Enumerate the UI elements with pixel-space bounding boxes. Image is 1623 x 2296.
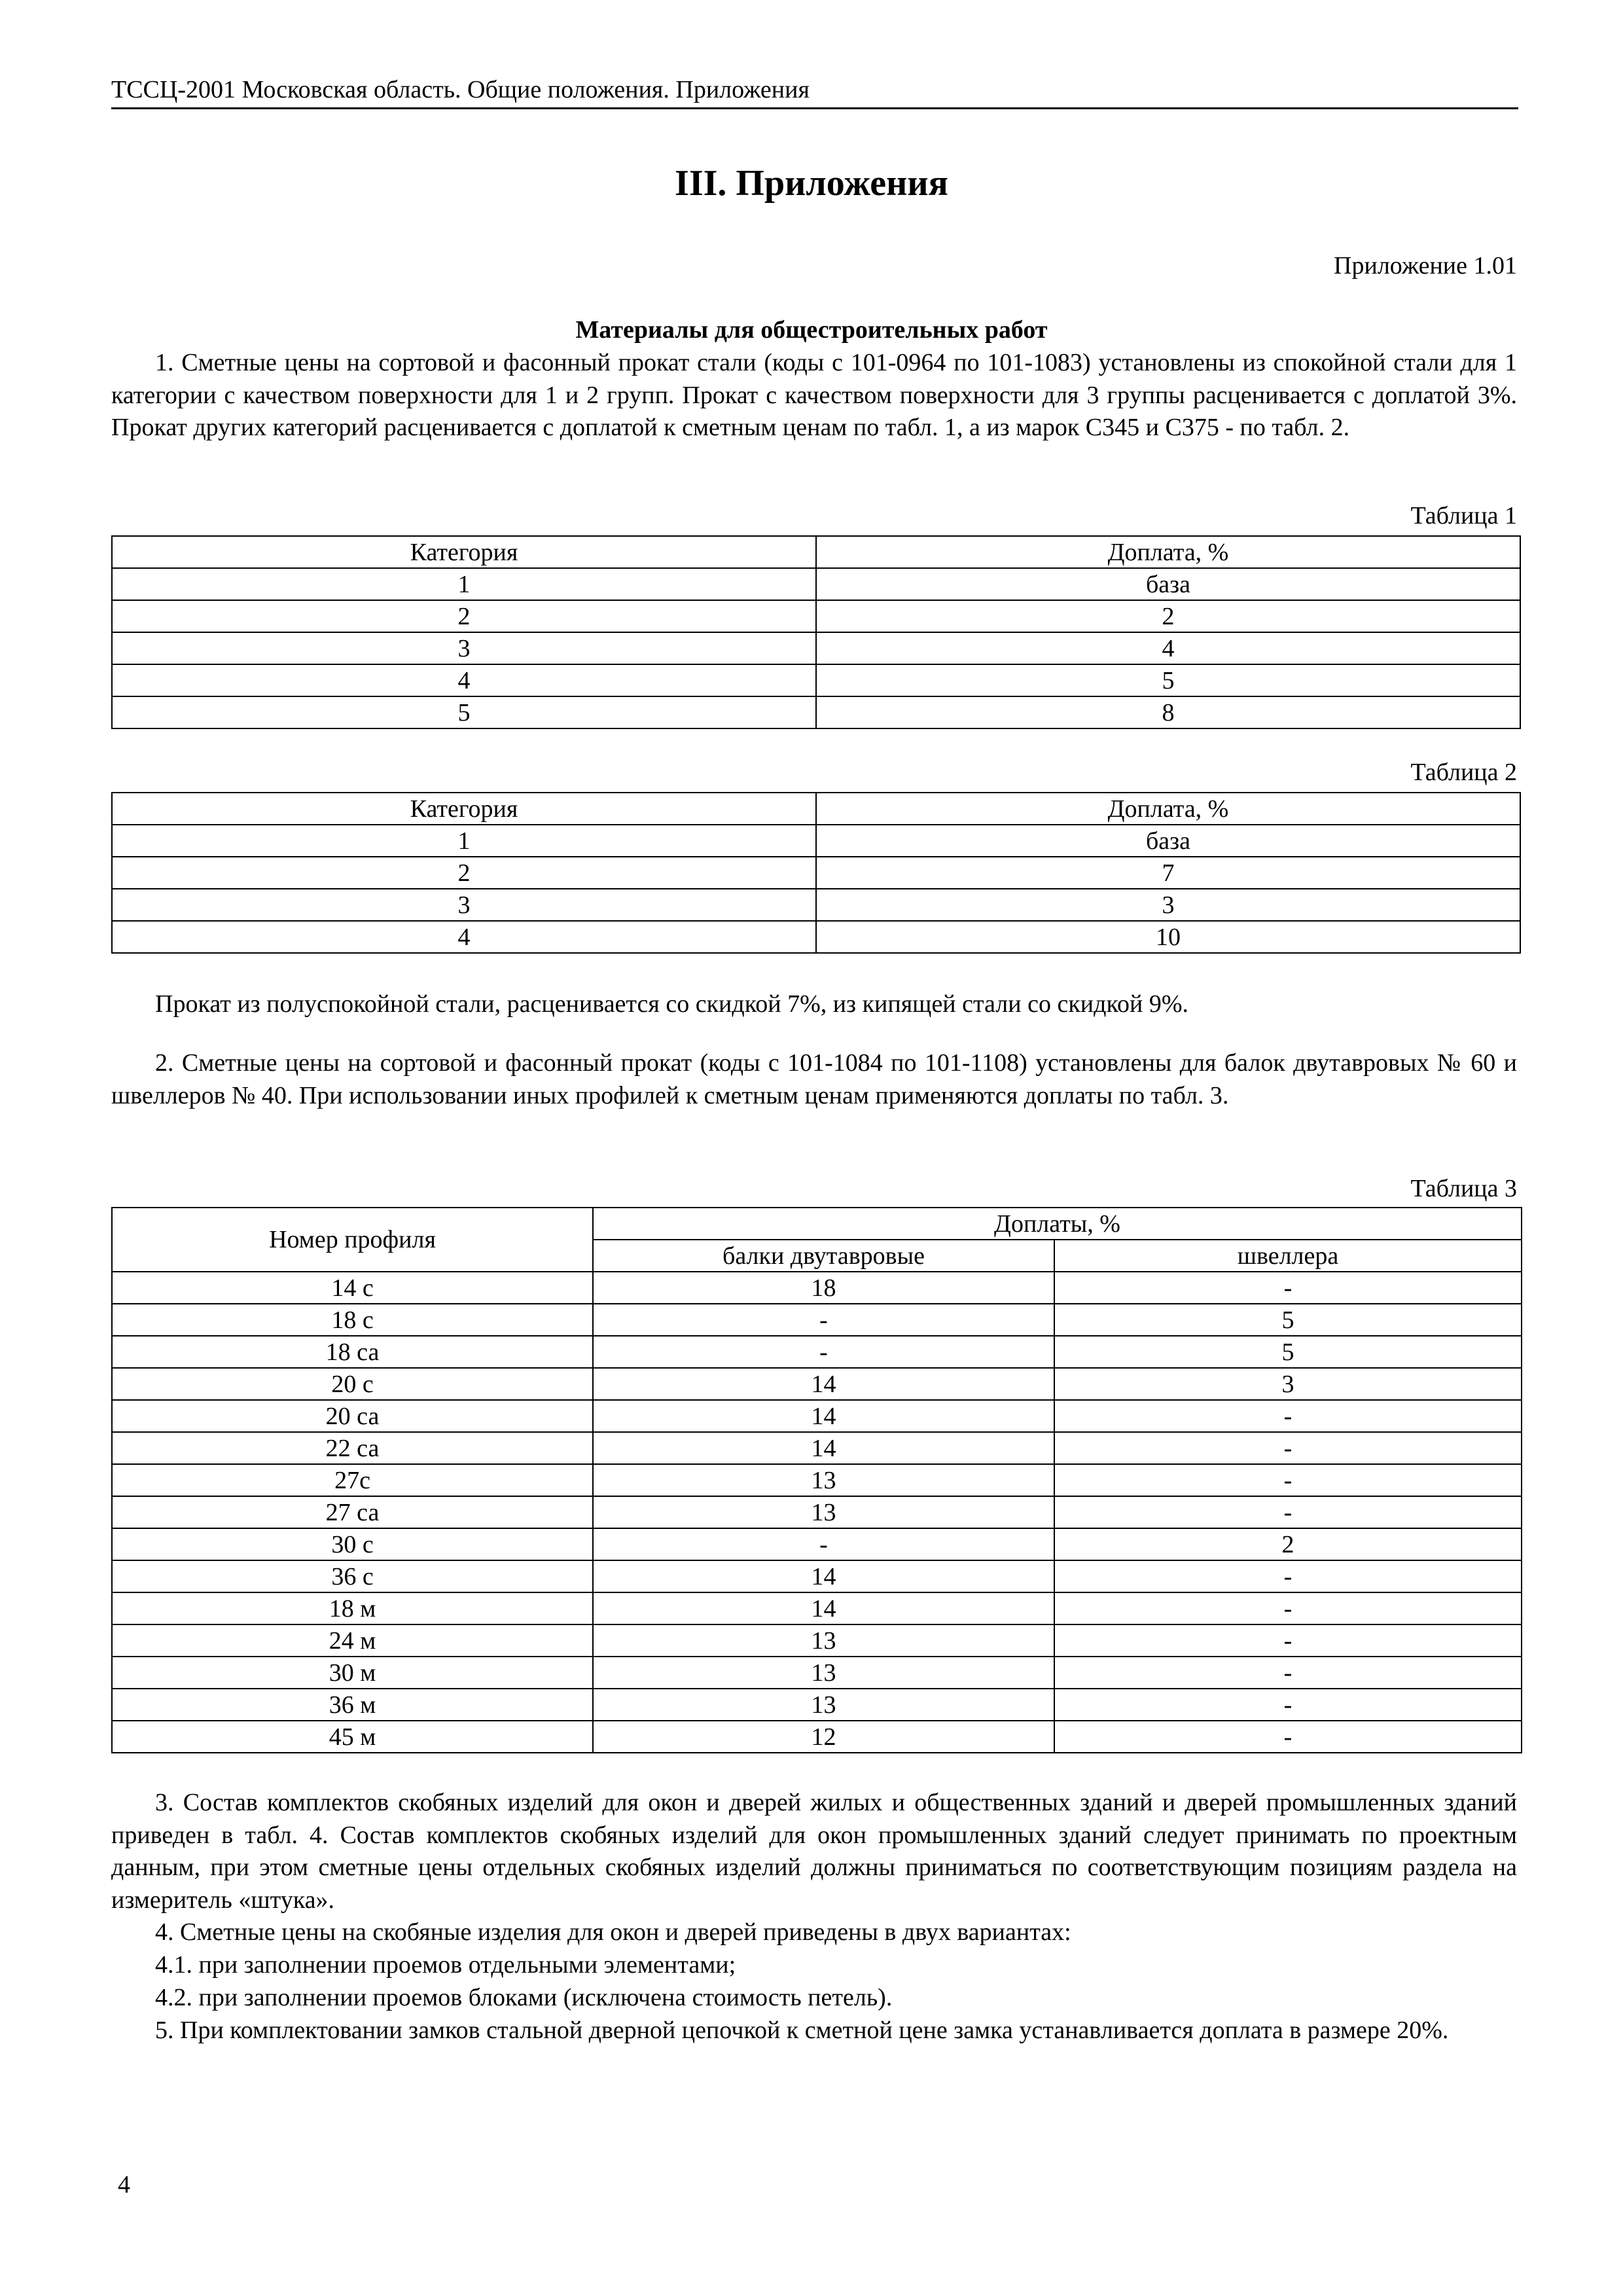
table-row [112,1304,1522,1336]
table3-caption: Таблица 3 [1410,1175,1517,1202]
table-cell: 14 [593,1432,1054,1464]
table-cell: 14 с [112,1272,593,1304]
table-row [112,632,1520,664]
table2-header-row [112,793,1520,825]
table-row [112,1592,1522,1624]
paragraph-5: 5. При комплектовании замков стальной дверной цепочкой к сметной цене замка устанавливается доплата в размере 20%. [155,2017,1449,2044]
table-cell: 8 [816,696,1520,728]
table-row [112,1528,1522,1560]
table-row [112,857,1520,889]
paragraph-3: 3. Состав комплектов скобяных изделий для окон и дверей жилых и общественных зданий и дверей промышленных зданий приведен в табл. 4. Состав комплектов скобяных изделий для окон промышленных зданий следует принимать по проектным данным, при этом сметные цены отдельных скобяных изделий должны приниматься по соответствующим позициям раздела на измеритель «штука». [111,1789,1517,1914]
table1-header-surcharge: Доплата, % [816,536,1520,568]
table-row [112,889,1520,921]
paragraph-2: 2. Сметные цены на сортовой и фасонный прокат (коды с 101-1084 по 101-1108) установлены для балок двутавровых № 60 и швеллеров № 40. При использовании иных профилей к сметным ценам применяются доплаты по табл. 3. [111,1049,1517,1109]
table1-header-category: Категория [112,536,816,568]
table-cell: база [816,568,1520,600]
table1-caption: Таблица 1 [1410,502,1517,529]
table-cell: - [1054,1657,1522,1689]
paragraph-1: 1. Сметные цены на сортовой и фасонный прокат стали (коды с 101-0964 по 101-1083) установлены из спокойной стали для 1 категории с качеством поверхности для 1 и 2 групп. Прокат с качеством поверхности для 3 группы расценивается с доплатой 3%. Прокат других категорий расценивается с доплатой к сметным ценам по табл. 1, а из марок С345 и С375 - по табл. 2. [111,349,1517,441]
table-cell: - [1054,1721,1522,1753]
page-title: III. Приложения [675,163,948,204]
table-cell: 7 [816,857,1520,889]
table-cell: - [1054,1560,1522,1592]
table-cell: 3 [112,889,816,921]
table-row [112,1368,1522,1400]
table-cell: - [1054,1624,1522,1657]
table-cell: - [593,1336,1054,1368]
table-cell: 3 [816,889,1520,921]
table-row [112,1657,1522,1689]
table-row [112,1560,1522,1592]
paragraph-4-2: 4.2. при заполнении проемов блоками (исключена стоимость петель). [155,1984,893,2011]
table-cell: 13 [593,1624,1054,1657]
table-row [112,664,1520,696]
table-cell: - [593,1304,1054,1336]
table-cell: 2 [112,857,816,889]
table-row [112,1689,1522,1721]
table-cell: 13 [593,1689,1054,1721]
table-row [112,1464,1522,1496]
table-cell: 3 [1054,1368,1522,1400]
table-cell: - [1054,1496,1522,1528]
table-row [112,568,1520,600]
table-2 [111,792,1521,954]
table-cell: 4 [112,664,816,696]
table-row [112,1400,1522,1432]
table-cell: база [816,825,1520,857]
table-cell: - [1054,1400,1522,1432]
table-1 [111,535,1521,729]
table-row [112,600,1520,632]
paragraph-4: 4. Сметные цены на скобяные изделия для окон и дверей приведены в двух вариантах: [155,1918,1071,1946]
table-cell: 27 са [112,1496,593,1528]
table-cell: 18 са [112,1336,593,1368]
table-cell: - [593,1528,1054,1560]
paragraph-4-1: 4.1. при заполнении проемов отдельными элементами; [155,1951,736,1979]
table-row [112,1721,1522,1753]
table-cell: - [1054,1432,1522,1464]
table-cell: 18 м [112,1592,593,1624]
table-cell: 5 [816,664,1520,696]
table3-header-profile: Номер профиля [112,1208,593,1272]
section-heading: Материалы для общестроительных работ [575,316,1048,344]
table-cell: 5 [112,696,816,728]
table-cell: 3 [112,632,816,664]
table-cell: 36 м [112,1689,593,1721]
table-cell: 1 [112,825,816,857]
table-row [112,921,1520,953]
table-cell: 4 [112,921,816,953]
table-cell: 5 [1054,1336,1522,1368]
table-cell: 18 [593,1272,1054,1304]
table-cell: 2 [1054,1528,1522,1560]
table-row [112,1336,1522,1368]
table-cell: - [1054,1592,1522,1624]
table1-header-row [112,536,1520,568]
page-number: 4 [118,2171,130,2198]
table3-header-surcharges: Доплаты, % [593,1208,1522,1240]
table-cell: 12 [593,1721,1054,1753]
table-cell: 14 [593,1400,1054,1432]
table-row [112,1432,1522,1464]
appendix-number: Приложение 1.01 [1334,252,1517,279]
table-cell: 13 [593,1464,1054,1496]
table-row [112,696,1520,728]
table3-header-channels: швеллера [1054,1240,1522,1272]
paragraph-semikilled-steel: Прокат из полуспокойной стали, расценивается со скидкой 7%, из кипящей стали со скидкой 9%. [155,990,1188,1018]
table-row [112,1496,1522,1528]
table-cell: 2 [112,600,816,632]
table-cell: 36 с [112,1560,593,1592]
table-cell: - [1054,1689,1522,1721]
table-cell: 4 [816,632,1520,664]
table-cell: 20 с [112,1368,593,1400]
table-cell: 30 с [112,1528,593,1560]
table-cell: 24 м [112,1624,593,1657]
running-header: ТССЦ-2001 Московская область. Общие положения. Приложения [111,73,1518,109]
table-row [112,825,1520,857]
table-row [112,1272,1522,1304]
table-cell: 27с [112,1464,593,1496]
table-cell: 2 [816,600,1520,632]
table3-body [112,1272,1522,1753]
table-cell: 45 м [112,1721,593,1753]
table3-header-row-1 [112,1208,1522,1240]
table-cell: 13 [593,1657,1054,1689]
table-cell: 30 м [112,1657,593,1689]
table-cell: 18 с [112,1304,593,1336]
table2-header-category: Категория [112,793,816,825]
table-cell: 1 [112,568,816,600]
table-cell: 10 [816,921,1520,953]
table-cell: 13 [593,1496,1054,1528]
table-cell: 5 [1054,1304,1522,1336]
table3-header-beams: балки двутавровые [593,1240,1054,1272]
table2-caption: Таблица 2 [1410,759,1517,786]
table-cell: - [1054,1272,1522,1304]
table-cell: 14 [593,1560,1054,1592]
table-cell: - [1054,1464,1522,1496]
table-cell: 20 са [112,1400,593,1432]
table-cell: 22 са [112,1432,593,1464]
table2-header-surcharge: Доплата, % [816,793,1520,825]
table-cell: 14 [593,1592,1054,1624]
table-3 [111,1207,1522,1753]
table-row [112,1624,1522,1657]
table-cell: 14 [593,1368,1054,1400]
